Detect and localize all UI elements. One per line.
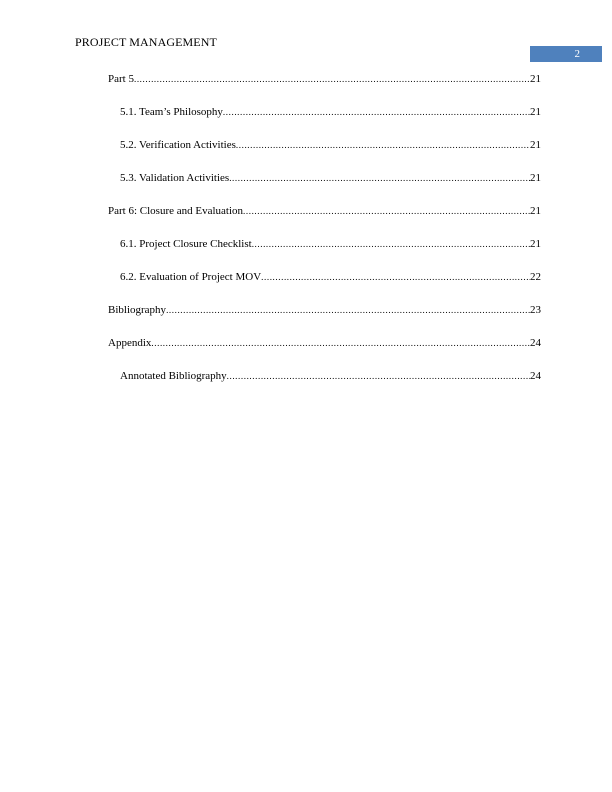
toc-entry-page: 24 bbox=[530, 337, 541, 349]
toc-entry-title: Part 5 bbox=[108, 73, 134, 85]
toc-dot-leader bbox=[134, 71, 530, 87]
toc-entry-title: 5.1. Team’s Philosophy bbox=[120, 106, 223, 118]
toc-dot-leader bbox=[261, 269, 530, 285]
toc-entry-6-1[interactable] bbox=[120, 236, 541, 252]
toc-entry-page: 21 bbox=[530, 172, 541, 184]
toc-dot-leader bbox=[223, 104, 530, 120]
toc-entry-title: Appendix bbox=[108, 337, 152, 349]
toc-dot-leader bbox=[252, 236, 530, 252]
toc-entry-page: 21 bbox=[530, 106, 541, 118]
toc-entry-title: Annotated Bibliography bbox=[120, 370, 227, 382]
toc-entry-page: 22 bbox=[530, 271, 541, 283]
toc-entry-title: 5.2. Verification Activities bbox=[120, 139, 236, 151]
toc-dot-leader bbox=[166, 302, 530, 318]
toc-entry-title: 6.1. Project Closure Checklist bbox=[120, 238, 252, 250]
toc-entry-appendix[interactable] bbox=[108, 335, 541, 351]
toc-entry-page: 21 bbox=[530, 139, 541, 151]
toc-entry-title: 6.2. Evaluation of Project MOV bbox=[120, 271, 262, 283]
toc-entry-annotated-bibliography[interactable] bbox=[120, 368, 541, 384]
toc-dot-leader bbox=[151, 335, 530, 351]
toc-entry-6-2[interactable] bbox=[120, 269, 541, 285]
running-head: PROJECT MANAGEMENT bbox=[75, 35, 217, 49]
page-number-badge: 2 bbox=[530, 46, 602, 62]
toc-entry-5-1[interactable] bbox=[120, 104, 541, 120]
toc-dot-leader bbox=[227, 368, 530, 384]
toc-entry-page: 21 bbox=[530, 238, 541, 250]
toc-dot-leader bbox=[243, 203, 530, 219]
toc-entry-page: 21 bbox=[530, 73, 541, 85]
toc-entry-5-2[interactable] bbox=[120, 137, 541, 153]
toc-entry-part-5[interactable] bbox=[108, 71, 541, 87]
toc-entry-title: 5.3. Validation Activities bbox=[120, 172, 230, 184]
toc-entry-page: 21 bbox=[530, 205, 541, 217]
toc-entry-page: 23 bbox=[530, 304, 541, 316]
toc-dot-leader bbox=[229, 170, 530, 186]
toc-entry-title: Part 6: Closure and Evaluation bbox=[108, 205, 244, 217]
toc-dot-leader bbox=[236, 137, 530, 153]
toc-entry-title: Bibliography bbox=[108, 304, 167, 316]
toc-entry-part-6[interactable] bbox=[108, 203, 541, 219]
toc-entry-bibliography[interactable] bbox=[108, 302, 541, 318]
toc-entry-page: 24 bbox=[530, 370, 541, 382]
toc-entry-5-3[interactable] bbox=[120, 170, 541, 186]
